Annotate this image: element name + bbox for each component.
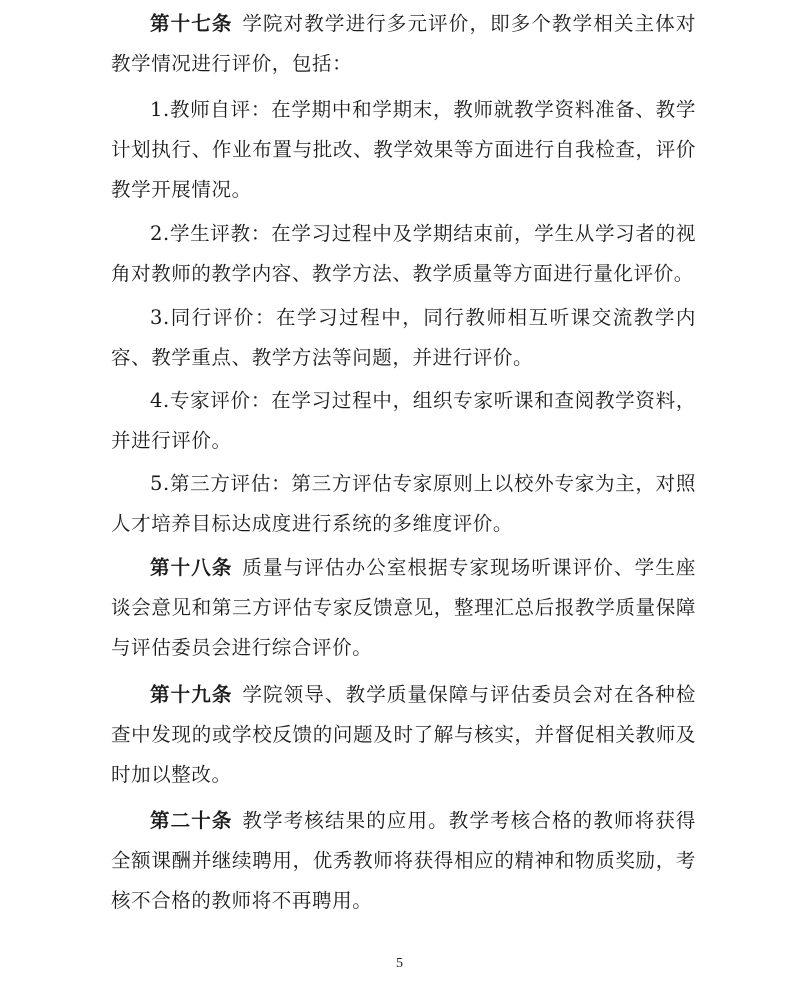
article-heading: 第二十条 bbox=[150, 809, 233, 832]
paragraph-text: 质量与评估办公室根据专家现场听课评价、学生座谈会意见和第三方评估专家反馈意见，整理汇总后报教学质量保障与评估委员会进行综合评价。 bbox=[111, 556, 697, 659]
paragraph-text: 5.第三方评估：第三方评估专家原则上以校外专家为主，对照人才培养目标达成度进行系统的多维度评价。 bbox=[111, 472, 696, 535]
article-18-paragraph bbox=[111, 548, 696, 668]
article-heading: 第十九条 bbox=[150, 683, 233, 706]
item-1-teacher-self-evaluation bbox=[111, 90, 696, 210]
article-17-paragraph bbox=[111, 4, 696, 84]
page-number: 5 bbox=[396, 956, 403, 971]
paragraph-text: 4.专家评价：在学习过程中，组织专家听课和查阅教学资料，并进行评价。 bbox=[111, 389, 696, 452]
item-4-expert-evaluation bbox=[111, 381, 696, 461]
item-5-third-party-assessment bbox=[111, 464, 696, 544]
paragraph-text: 学院对教学进行多元评价，即多个教学相关主体对教学情况进行评价，包括： bbox=[111, 12, 697, 75]
article-20-paragraph bbox=[111, 801, 696, 921]
paragraph-text: 3.同行评价：在学习过程中，同行教师相互听课交流教学内容、教学重点、教学方法等问题，并进行评价。 bbox=[111, 306, 696, 369]
article-heading: 第十八条 bbox=[150, 556, 233, 579]
paragraph-text: 2.学生评教：在学习过程中及学期结束前，学生从学习者的视角对教师的教学内容、教学方法、教学质量等方面进行量化评价。 bbox=[111, 222, 696, 285]
article-19-paragraph bbox=[111, 675, 696, 795]
item-3-peer-evaluation bbox=[111, 298, 696, 378]
paragraph-text: 教学考核结果的应用。教学考核合格的教师将获得全额课酬并继续聘用，优秀教师将获得相应的精神和物质奖励，考核不合格的教师将不再聘用。 bbox=[111, 809, 697, 912]
paragraph-text: 学院领导、教学质量保障与评估委员会对在各种检查中发现的或学校反馈的问题及时了解与核实，并督促相关教师及时加以整改。 bbox=[111, 683, 697, 786]
paragraph-text: 1.教师自评：在学期中和学期末，教师就教学资料准备、教学计划执行、作业布置与批改、教学效果等方面进行自我检查，评价教学开展情况。 bbox=[111, 98, 696, 201]
item-2-student-evaluation bbox=[111, 214, 696, 294]
article-heading: 第十七条 bbox=[150, 12, 233, 35]
